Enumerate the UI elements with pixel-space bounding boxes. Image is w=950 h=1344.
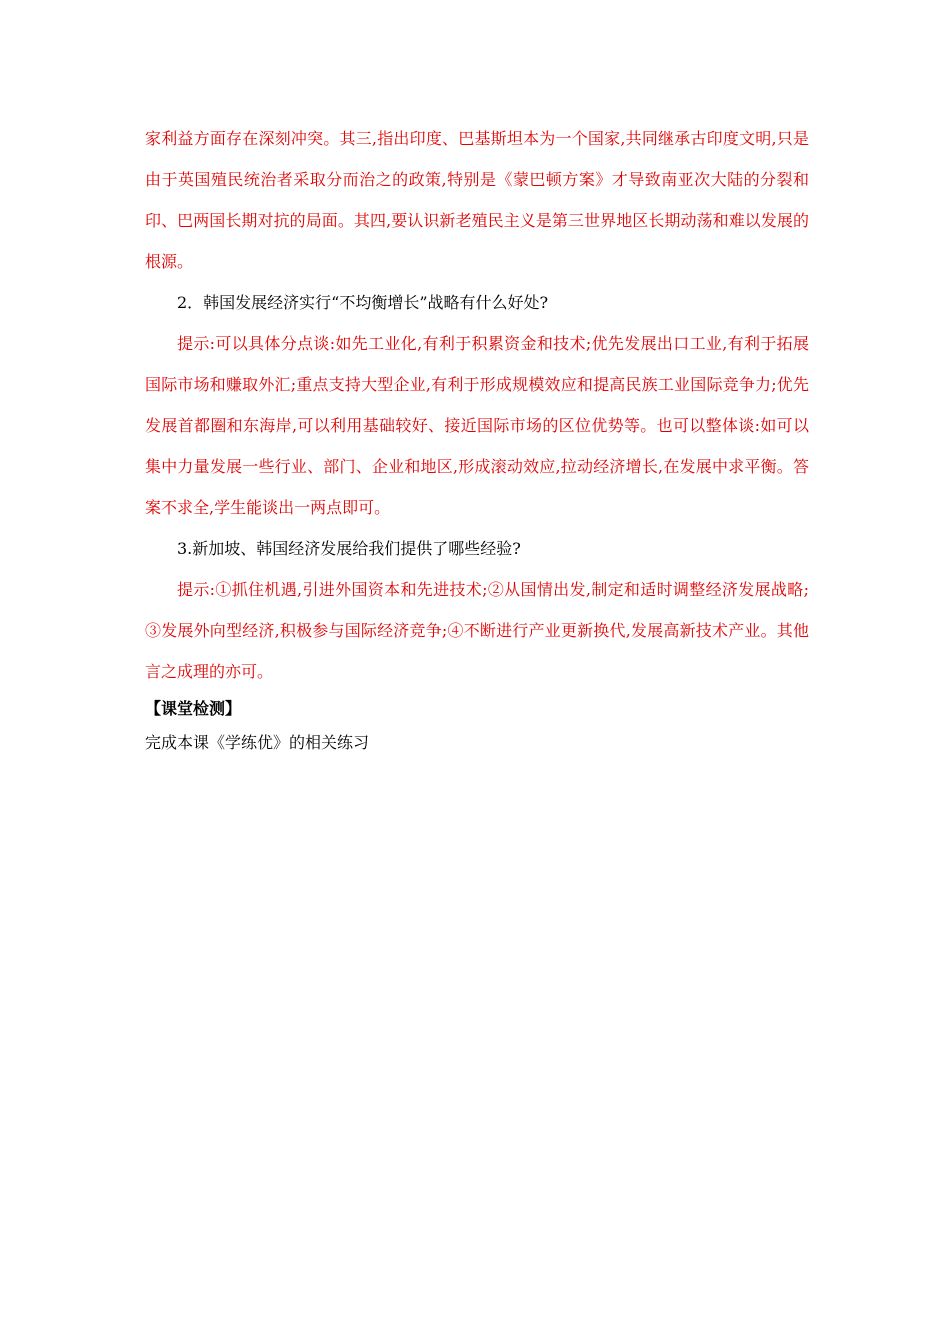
- answer-3: 提示:①抓住机遇,引进外国资本和先进技术;②从国情出发,制定和适时调整经济发展战略;③发展外向型经济,积极参与国际经济竞争;④不断进行产业更新换代,发展高新技术产业。其他言之成理的亦可。: [145, 580, 809, 681]
- section-instruction: 完成本课《学练优》的相关练习: [145, 733, 370, 752]
- section-heading-classroom-check: 【课堂检测】: [145, 699, 242, 718]
- question-3: 3.新加坡、韩国经济发展给我们提供了哪些经验?: [177, 539, 521, 558]
- question-2: 2．韩国发展经济实行“不均衡增长”战略有什么好处?: [177, 293, 549, 312]
- page-content: [145, 118, 809, 760]
- answer-2: 提示:可以具体分点谈:如先工业化,有利于积累资金和技术;优先发展出口工业,有利于拓展国际市场和赚取外汇;重点支持大型企业,有利于形成规模效应和提高民族工业国际竞争力;优先发展首都圈和东海岸,可以利用基础较好、接近国际市场的区位优势等。也可以整体谈:如可以集中力量发展一些行业、部门、企业和地区,形成滚动效应,拉动经济增长,在发展中求平衡。答案不求全,学生能谈出一两点即可。: [145, 334, 809, 517]
- answer-1-continued: 家利益方面存在深刻冲突。其三,指出印度、巴基斯坦本为一个国家,共同继承古印度文明,只是由于英国殖民统治者采取分而治之的政策,特别是《蒙巴顿方案》才导致南亚次大陆的分裂和印、巴两国长期对抗的局面。其四,要认识新老殖民主义是第三世界地区长期动荡和难以发展的根源。: [145, 129, 809, 271]
